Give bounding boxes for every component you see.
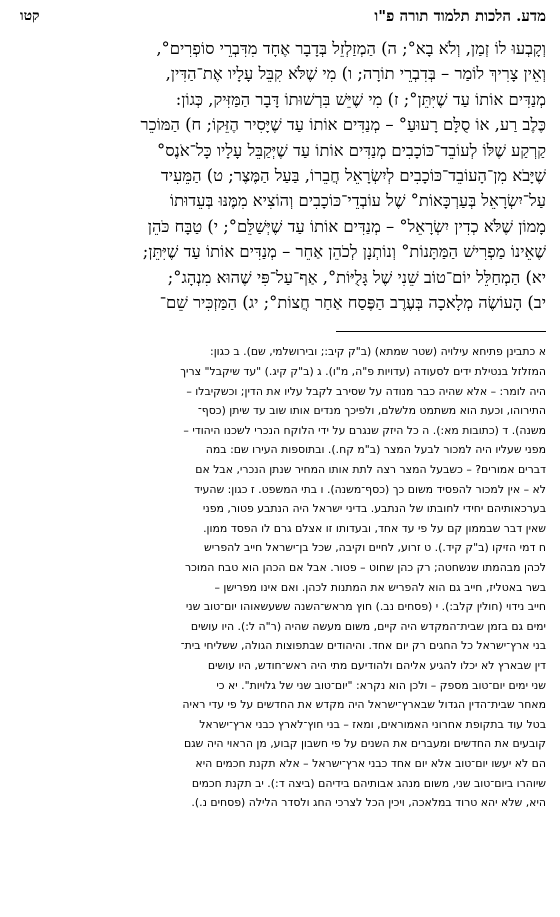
footnote-line: שאין דבר שבממון קם על פי עד אחד, ובעדותו זו אצלם גרם לו הפסד ממון. bbox=[203, 521, 546, 535]
main-text-line: כֶּלֶב רַע, אוֹ סֻלָּם רָעוּעַ° – מְנַדִּים אוֹתוֹ עַד שֶׁיָּסִיר הֶזֵּקוֹ; ח) הַמּוֹכֵר bbox=[140, 115, 546, 135]
footnote-line: שני ימים יום־טוב מספק – ולכן הוא נקרא: "יום־טוב שני של גלויות". יא כי bbox=[216, 678, 546, 692]
main-text-line: וְאֵין צָרִיךְ לוֹמַר – בְּדִבְרֵי תוֹרָה; ו) מִי שֶׁלֹּא קִבֵּל עָלָיו אֶת־הַדִּין, bbox=[165, 64, 546, 84]
footnote-line: מאחר שבית־הדין הגדול שבארץ־ישראל היה מקדש את החדשים על פי עדי ראיה bbox=[182, 698, 546, 712]
main-text-line: עַל־יִשְׂרָאֵל בְּעַרְכָּאוֹת° שֶׁל עוֹבְדֵי־כּוֹכָבִים וְהוֹצִיא מִמֶּנּוּ בְּעֵדוּתוֹ bbox=[169, 191, 546, 211]
main-text-line: קַרְקַע שֶׁלּוֹ לְעוֹבֵד־כּוֹכָבִים מְנַדִּים אוֹתוֹ עַד שֶׁיְּקַבֵּל עָלָיו כָּל־אֹנֶס° bbox=[157, 140, 546, 160]
running-header bbox=[20, 4, 546, 28]
footnote-line: קובעים את החדשים ומעברים את השנים על פי חשבון קבוע, מן הראוי היה שגם bbox=[183, 737, 546, 751]
main-text-line: יא) הַמְחַלֵּל יוֹם־טוֹב שֵׁנִי שֶׁל גָּלֻיּוֹת°, אַף־עַל־פִּי שֶׁהוּא מִנְהָג°; bbox=[167, 267, 546, 287]
main-text-line: שֶׁיָּבֹא מִן־הָעוֹבֵד־כּוֹכָבִים לְיִשְׂרָאֵל חֲבֵרוֹ, בַּעַל הַמֶּצֶר; ט) הַמֵּעִיד bbox=[160, 166, 546, 186]
footnote-line: ימים גם בזמן שבית־המקדש היה קיים, משום מעשה שהיה (ר"ה ל:). היו עושים bbox=[190, 619, 546, 633]
footnotes bbox=[20, 342, 546, 812]
footnote-line: לכהן מבהמתו שנשחטה; רק כהן שחוט – פטור. אבל אם הכהן הוא טבח המוכר bbox=[184, 561, 546, 574]
footnote-line: משנה). ד (כתובות מא:). ה כל היזק שנגרם על ידי הלוקח הנכרי לשכנו היהודי – bbox=[183, 423, 546, 437]
main-text-line: יב) הָעוֹשֶׂה מְלָאכָה בְּעֶרֶב הַפֶּסַח אַחַר חֲצוֹת°; יג) הַמַּזְכִּיר שֵׁם־ bbox=[159, 293, 546, 313]
main-text-line: שֶׁאֵינוֹ מַפְרִישׁ הַמַּתָּנוֹת° וְנוֹתְנָן לְכֹהֵן אַחֵר – מְנַדִּים אוֹתוֹ עַד שֶׁיִּתֵּן; bbox=[142, 242, 546, 262]
section-title: מדע. הלכות תלמוד תורה פ"ו bbox=[374, 6, 546, 25]
page-number: קטו bbox=[20, 7, 40, 24]
footnote-line: א כתבינן פתיחא עילויה (שטר שמתא) (ב"ק קיב:; ובירושלמי, שם). ב כגון: bbox=[210, 345, 546, 359]
main-text-line: מָמוֹן שֶׁלֹּא כְדִין יִשְׂרָאֵל° – מְנַדִּים אוֹתוֹ עַד שֶׁיְּשַׁלֵּם°; י) טַבָּח כֹּהֵן bbox=[147, 216, 546, 236]
footnote-line: לא – אין למכור להפסיד משום כך (כסף־משנה). ו בתי המשפט. ז כגון: שהעיד bbox=[194, 482, 546, 496]
main-text-line: וְקָבְעוּ לוֹ זְמַן, וְלֹא בָא°; ה) הַמְזַלְזֵל בְּדָבָר אֶחָד מִדִּבְרֵי סוֹפְרִים°, bbox=[156, 39, 546, 58]
footnote-line: ח דמי הזיקו (ב"ק קיד.). ט זרוע, לחיים וקיבה, שכל בן־ישראל חייב להפריש bbox=[204, 541, 546, 555]
footnote-line: בטל עוד בתקופת אחרוני האמוראים, ומאז – בני חוץ־לארץ כבני ארץ־ישראל bbox=[199, 717, 546, 731]
footnote-line: התירוהו, וכעת הוא משתמט מלשלם, ולפיכך מנדים אותו שוב עד שיתן (כסף־ bbox=[197, 404, 546, 418]
footnote-line: הם לא יעשו יום־טוב אלא יום אחד כבני ארץ־ישראל – אלא תקנת חכמים היא bbox=[195, 756, 546, 770]
footnote-line: בערכאותיהם יחידי לחובתו של הנתבע. בדיני ישראל היה הנתבע פטור, מפני bbox=[202, 502, 546, 516]
footnote-line: היא, שלא יהא טרוד במלאכה, ויכין הכל לצרכי החג ולסדר הלילה (פסחים נ.). bbox=[191, 796, 546, 810]
footnote-line: מפני שעליו היה למכור לבעל המצר (ב"מ קח.). ובתוספות העירו שם: במה bbox=[205, 443, 546, 457]
footnote-line: בשר באטליז, חייב גם הוא להפריש את המתנות לכהן. ואם אינו מפרישן – bbox=[214, 580, 546, 594]
footnote-line: בני ארץ־ישראל כל החגים רק יום אחד. והיהודים שבתפוצות הגולה, ששליחי בית־ bbox=[180, 639, 546, 653]
footnote-line: חייב נידוי (חולין קלב:). י (פסחים נב.) חוץ מראש־השנה ששעשאוהו יום־טוב שני bbox=[185, 600, 546, 614]
footnote-line: שיוהרו ביום־טוב שני, משום מנהג אבותיהם בידיהם (ביצה ד:). יב תקנת חכמים bbox=[191, 776, 546, 790]
main-text bbox=[20, 36, 546, 315]
footnote-line: דברים אמורים? – כשבעל המצר רצה לתת אותו המחיר שנתן הנכרי, אבל אם bbox=[195, 463, 546, 477]
footnote-line: המזלזל בנטילת ידים לסעודה (עדויות פ"ה, מ"ו). ג (ב"ק קיג.) "עד שיקבל" צריך bbox=[180, 365, 546, 379]
main-text-line: מְנַדִּים אוֹתוֹ עַד שֶׁיִּתֵּן°; ז) מִי שֶׁיֵּשׁ בִּרְשׁוּתוֹ דָּבָר הַמַּזִּיק, כְּגוֹן: bbox=[175, 89, 546, 109]
footnote-divider bbox=[336, 331, 546, 332]
footnote-line: היה לומר: – אלא שהיה כבר מנודה על שסירב לקבל עליו את הדין; וכשקיבלו – bbox=[186, 384, 546, 398]
footnote-line: דין שבארץ לא יכלו להגיע אליהם ולהודיעם מתי היה ראש־חודש, היו עושים bbox=[207, 658, 546, 672]
